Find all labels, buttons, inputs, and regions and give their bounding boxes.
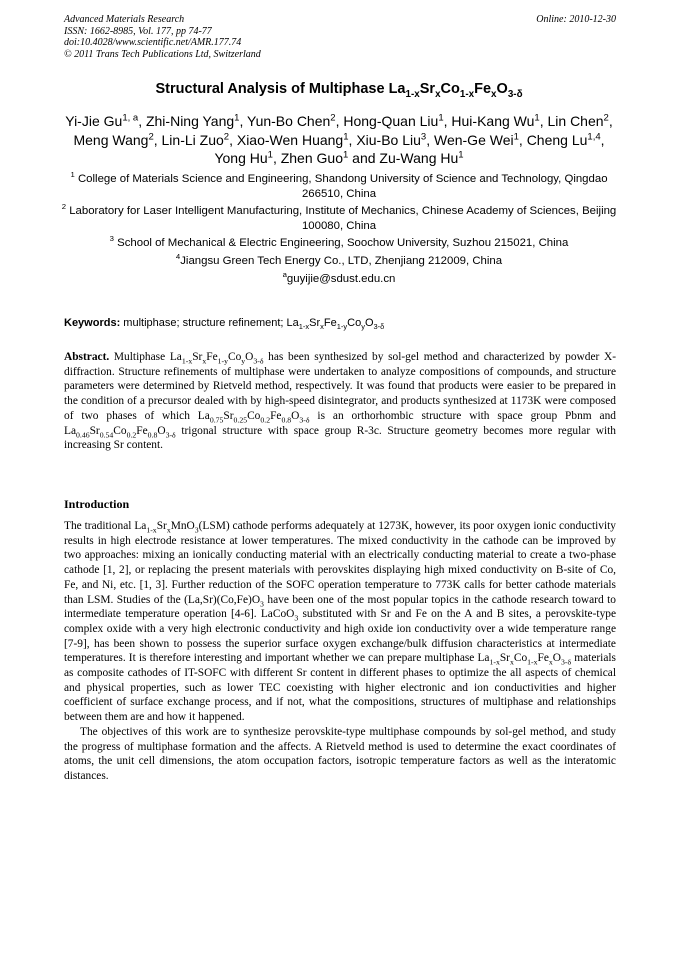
author-name: Lin-Li Zuo: [161, 131, 224, 148]
affiliation-list: [60, 172, 618, 289]
author-name: Xiao-Wen Huang: [236, 131, 344, 148]
author-affiliation-mark: 1: [438, 112, 444, 124]
author: [451, 113, 543, 129]
author-separator: ,: [239, 113, 247, 129]
author: [214, 150, 280, 166]
author: [434, 132, 527, 148]
author-separator: ,: [153, 131, 162, 148]
author: [146, 113, 247, 129]
author-separator: ,: [608, 113, 613, 129]
introduction-heading: Introduction: [64, 497, 130, 511]
author-separator: ,: [348, 131, 357, 148]
author-separator: ,: [335, 113, 344, 129]
keywords-label: Keywords:: [64, 317, 121, 329]
journal-copyright: © 2011 Trans Tech Publications Ltd, Switzerland: [64, 48, 261, 60]
introduction-paragraph-1: The traditional $La_{1-x}Sr_xMnO_3(LSM)$ cathode performs adequately at 1273K, however, its poor oxygen ionic conductivity results in high electrode resistance at lower temperatures. The mixed conductivity in the cathode can be improved by two approaches: mixing an ionically conducting material with an electrically conducting material to create a two-phase cathode [1, 2], or replacing the present materials with perovskites displaying high mixed conductivity on B-site of Co, Fe, and Ni, etc. [1, 3]. Further reduction of the SOFC operation temperature to 773K calls for better cathode materials than LSM. Studies of the $(La,Sr)(Co,Fe)O_3$ have been one of the most popular topics in the cathode research toward to intermediate temperature operation [4-6]. LaCoO$_3$ substituted with Sr and Fe on the A and B sites, a perovskite-type complex oxide with a very high electronic conductivity and high oxide ion conductivity over a wide temperature range [7-9], has been shown to possess the superior surface oxygen exchange/bulk diffusion characteristics at intermediate temperatures. It is therefore interesting and important whether we can prepare multiphase $La_{1-x}Sr_xCo_{1-x}Fe_xO_{3-\delta}$ materials as composite cathodes of IT-SOFC with different Sr content in different phases to optimize the all aspects of chemical and physical properties, such as lower TEC coexisting with higher electronic and ion conductivities and higher coefficient of surface exchange process, and if not, what the compositions, structures of multiphase and relationships between them are and how it happened.: [64, 520, 617, 724]
author-affiliation-mark: 1,4: [587, 130, 601, 142]
author-name: Yi-Jie Gu: [65, 113, 123, 129]
author-name: Yun-Bo Chen: [247, 113, 331, 129]
affiliation-mark: 1: [70, 170, 75, 180]
author-name: Zu-Wang Hu: [379, 150, 459, 166]
abstract: Abstract. Multiphase $La_{1-x}Sr_xFe_{1-y}Co_yO_{3-\delta}$ has been synthesized by sol-gel method and characterized by powder X-diffraction. Structure refinements of multiphase were undertaken to analyze compositions of compounds, and structure parameters were determined by Rietveld method, respectively. It was found that products were easier to be prepared in the condition of a precursor dealed with by high-speed disintegrator, and products synthesized at 1173K were composed of two phases of which $La_{0.75}Sr_{0.25}Co_{0.2}Fe_{0.8}O_{3-\delta}$ is an orthorhombic structure with space group Pbnm and $La_{0.46}Sr_{0.54}Co_{0.2}Fe_{0.8}O_{3-\delta}$ trigonal structure with space group R-3c. Structure geometry becomes more regular with increasing Sr content.: [64, 351, 616, 452]
affiliation: [60, 204, 618, 233]
author-name: Wen-Ge Wei: [433, 131, 514, 148]
author-affiliation-mark: 1: [458, 149, 464, 161]
author-affiliation-mark: 1: [342, 149, 349, 161]
author-affiliation-mark: 1: [267, 149, 273, 161]
author-affiliation-mark: 1: [343, 130, 349, 142]
author-affiliation-mark: 3: [420, 130, 427, 142]
author-name: Zhi-Ning Yang: [145, 113, 235, 129]
author-separator: ,: [272, 150, 281, 166]
author-name: Xiu-Bo Liu: [356, 131, 421, 148]
journal-issn: ISSN: 1662-8985, Vol. 177, pp 74-77: [64, 25, 212, 37]
author-separator: and: [348, 150, 380, 166]
author: [343, 113, 451, 129]
author: [548, 113, 613, 129]
author-separator: ,: [443, 113, 452, 129]
author-affiliation-mark: 2: [148, 130, 154, 142]
affiliation-mark: a: [282, 269, 287, 279]
author-affiliation-mark: 2: [603, 112, 609, 124]
keywords: Keywords: multiphase; structure refinement; $La_{1-x}Sr_xFe_{1-y}Co_yO_{3-\delta}$: [64, 317, 385, 332]
abstract-label: Abstract.: [64, 351, 110, 363]
author-affiliation-mark: 2: [223, 130, 230, 142]
author-affiliation-mark: 1: [534, 112, 540, 124]
affiliation: [60, 269, 618, 287]
introduction-paragraph-2: The objectives of this work are to synthesize perovskite-type multiphase compounds by sol-gel method, and study the progress of multiphase formation and the affects. A Rietveld method is used to determine the exact coordinates of atoms, the unit cell dimensions, the atom occupation factors, isotropic temperature factors as well as the interatomic distances.: [64, 725, 616, 782]
journal-name: Advanced Materials Research: [64, 14, 185, 25]
author-name: Lin Chen: [547, 113, 604, 129]
author-list: [56, 112, 622, 168]
author: [356, 132, 430, 148]
affiliation-text: Jiangsu Green Tech Energy Co., LTD, Zhenjiang 212009, China: [180, 254, 503, 267]
author-separator: ,: [539, 113, 544, 129]
author: [247, 113, 343, 129]
journal-header: [64, 14, 616, 60]
author-affiliation-mark: 1, a: [122, 112, 139, 124]
author-name: Meng Wang: [73, 131, 149, 148]
affiliation-mark: 3: [109, 234, 114, 244]
author: [237, 132, 356, 148]
author: [162, 132, 237, 148]
affiliation-text: School of Mechanical & Electric Engineering, Soochow University, Suzhou 215021, China: [117, 237, 569, 250]
affiliation: [60, 236, 618, 251]
author-separator: ,: [426, 131, 431, 148]
author-affiliation-mark: 2: [330, 112, 336, 124]
author-name: Hong-Quan Liu: [343, 113, 439, 129]
author-separator: ,: [229, 131, 237, 148]
affiliation-text: guyijie@sdust.edu.cn: [286, 272, 396, 285]
affiliation-text: Laboratory for Laser Intelligent Manufacturing, Institute of Mechanics, Chinese Academy of Sciences, Beijing 100080, China: [69, 205, 617, 232]
author-name: Yong Hu: [214, 150, 268, 166]
author: [65, 113, 146, 129]
affiliation-mark: 4: [175, 252, 181, 262]
affiliation: [60, 172, 618, 201]
author-separator: ,: [138, 113, 146, 129]
author-name: Zhen Guo: [280, 150, 343, 166]
author-affiliation-mark: 1: [513, 130, 519, 142]
author: [73, 132, 161, 148]
author: [281, 150, 380, 166]
paper-title: Structural Analysis of Multiphase $La_{1-x}Sr_xCo_{1-x}Fe_xO_{3-\delta}$: [155, 81, 523, 100]
author: [379, 150, 463, 166]
author-separator: ,: [600, 131, 605, 148]
author-separator: ,: [518, 131, 527, 148]
affiliation-mark: 2: [61, 202, 67, 212]
author: [527, 132, 605, 148]
online-date: Online: 2010-12-30: [536, 14, 616, 25]
author-name: Hui-Kang Wu: [451, 113, 535, 129]
author-affiliation-mark: 1: [234, 112, 240, 124]
journal-doi: doi:10.4028/www.scientific.net/AMR.177.74: [64, 37, 242, 48]
introduction-body: [64, 519, 616, 784]
affiliation-text: College of Materials Science and Engineering, Shandong University of Science and Technology, Qingdao 266510, China: [77, 173, 608, 200]
affiliation: [60, 254, 618, 269]
author-name: Cheng Lu: [526, 131, 588, 148]
